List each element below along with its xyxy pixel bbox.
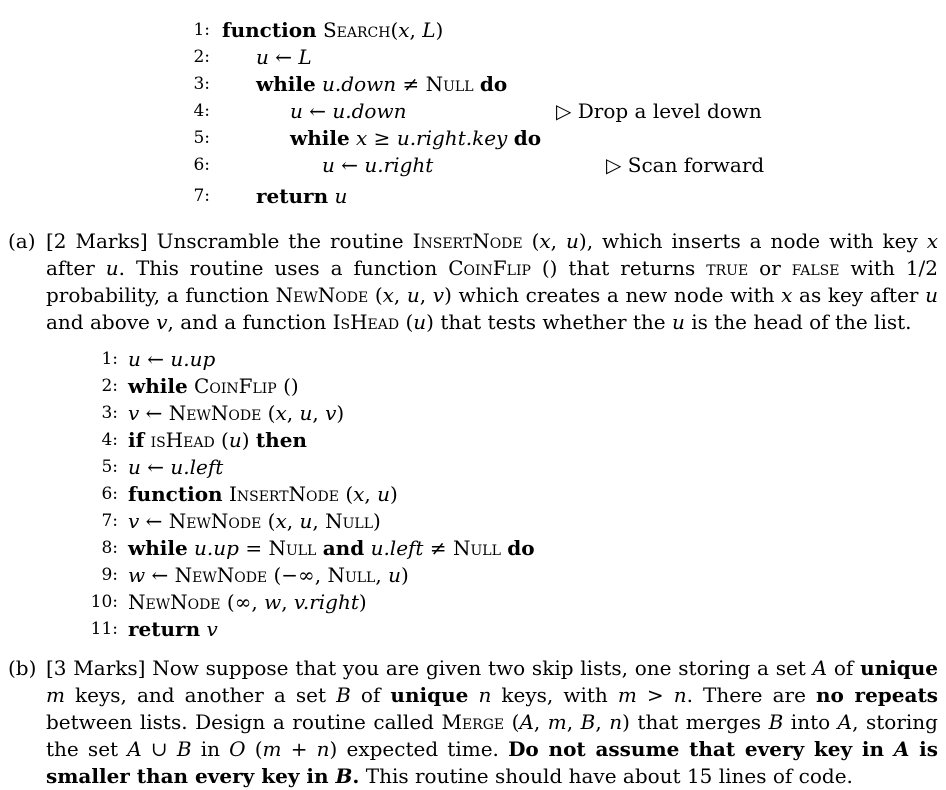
code-comment: ▷ Drop a level down: [556, 99, 762, 123]
line-number: 8:: [101, 538, 118, 558]
line-number: 4:: [101, 430, 118, 450]
code-line: w ← NewNode (−∞, Null, u): [128, 563, 409, 587]
code-line: while x ≥ u.right.key do: [290, 126, 542, 150]
code-line: u ← u.down: [290, 99, 407, 123]
code-line: while CoinFlip (): [128, 374, 299, 398]
part-b-paragraph: [8, 655, 938, 790]
line-number: 6:: [193, 155, 210, 175]
line-number: 10:: [90, 592, 118, 612]
line-number: 9:: [101, 565, 118, 585]
line-number: 11:: [90, 619, 118, 639]
part-label: (b): [8, 656, 37, 680]
code-line: u ← u.up: [128, 347, 216, 371]
code-line: u ← u.right: [322, 153, 434, 177]
line-number: 4:: [193, 101, 210, 121]
code-comment: ▷ Scan forward: [606, 153, 765, 177]
code-line: function Search(x, L): [222, 18, 444, 42]
code-line: NewNode (∞, w, v.right): [128, 590, 367, 614]
line-number: 1:: [101, 349, 118, 369]
part-b-text: [3 Marks] Now suppose that you are given two skip lists, one storing a set A of unique m keys, and another a set B of unique n keys, with m > n. There are no repeats between lists. Design a routine called Merge (A, m, B, n) that merges B into A, storing the set A ∪ B in O (m + n) expected time. Do not assume that every key in A is smaller than every key in B. This routine should have about 15 lines of code.: [46, 656, 938, 788]
code-line: u ← L: [256, 45, 312, 69]
part-label: (a): [8, 229, 36, 253]
line-number: 7:: [193, 186, 210, 206]
line-number: 6:: [101, 484, 118, 504]
code-line: while u.up = Null and u.left ≠ Null do: [128, 536, 535, 560]
line-number: 3:: [193, 74, 210, 94]
code-line: return u: [256, 184, 348, 208]
line-number: 2:: [193, 47, 210, 67]
part-a-paragraph: [8, 228, 938, 336]
code-line: v ← NewNode (x, u, v): [128, 401, 345, 425]
code-line: u ← u.left: [128, 455, 224, 479]
code-line: while u.down ≠ Null do: [256, 72, 508, 96]
code-line: return v: [128, 617, 218, 641]
line-number: 1:: [193, 20, 210, 40]
line-number: 7:: [101, 511, 118, 531]
line-number: 2:: [101, 376, 118, 396]
line-number: 5:: [193, 128, 210, 148]
code-line: if isHead (u) then: [128, 428, 307, 452]
line-number: 5:: [101, 457, 118, 477]
code-line: function InsertNode (x, u): [128, 482, 398, 506]
code-line: v ← NewNode (x, u, Null): [128, 509, 381, 533]
line-number: 3:: [101, 403, 118, 423]
part-a-text: [2 Marks] Unscramble the routine InsertNode (x, u), which inserts a node with key x after u. This routine uses a function CoinFlip () that returns true or false with 1/2 probability, a function NewNode (x, u, v) which creates a new node with x as key after u and above v, and a function IsHead (u) that tests whether the u is the head of the list.: [46, 229, 939, 334]
